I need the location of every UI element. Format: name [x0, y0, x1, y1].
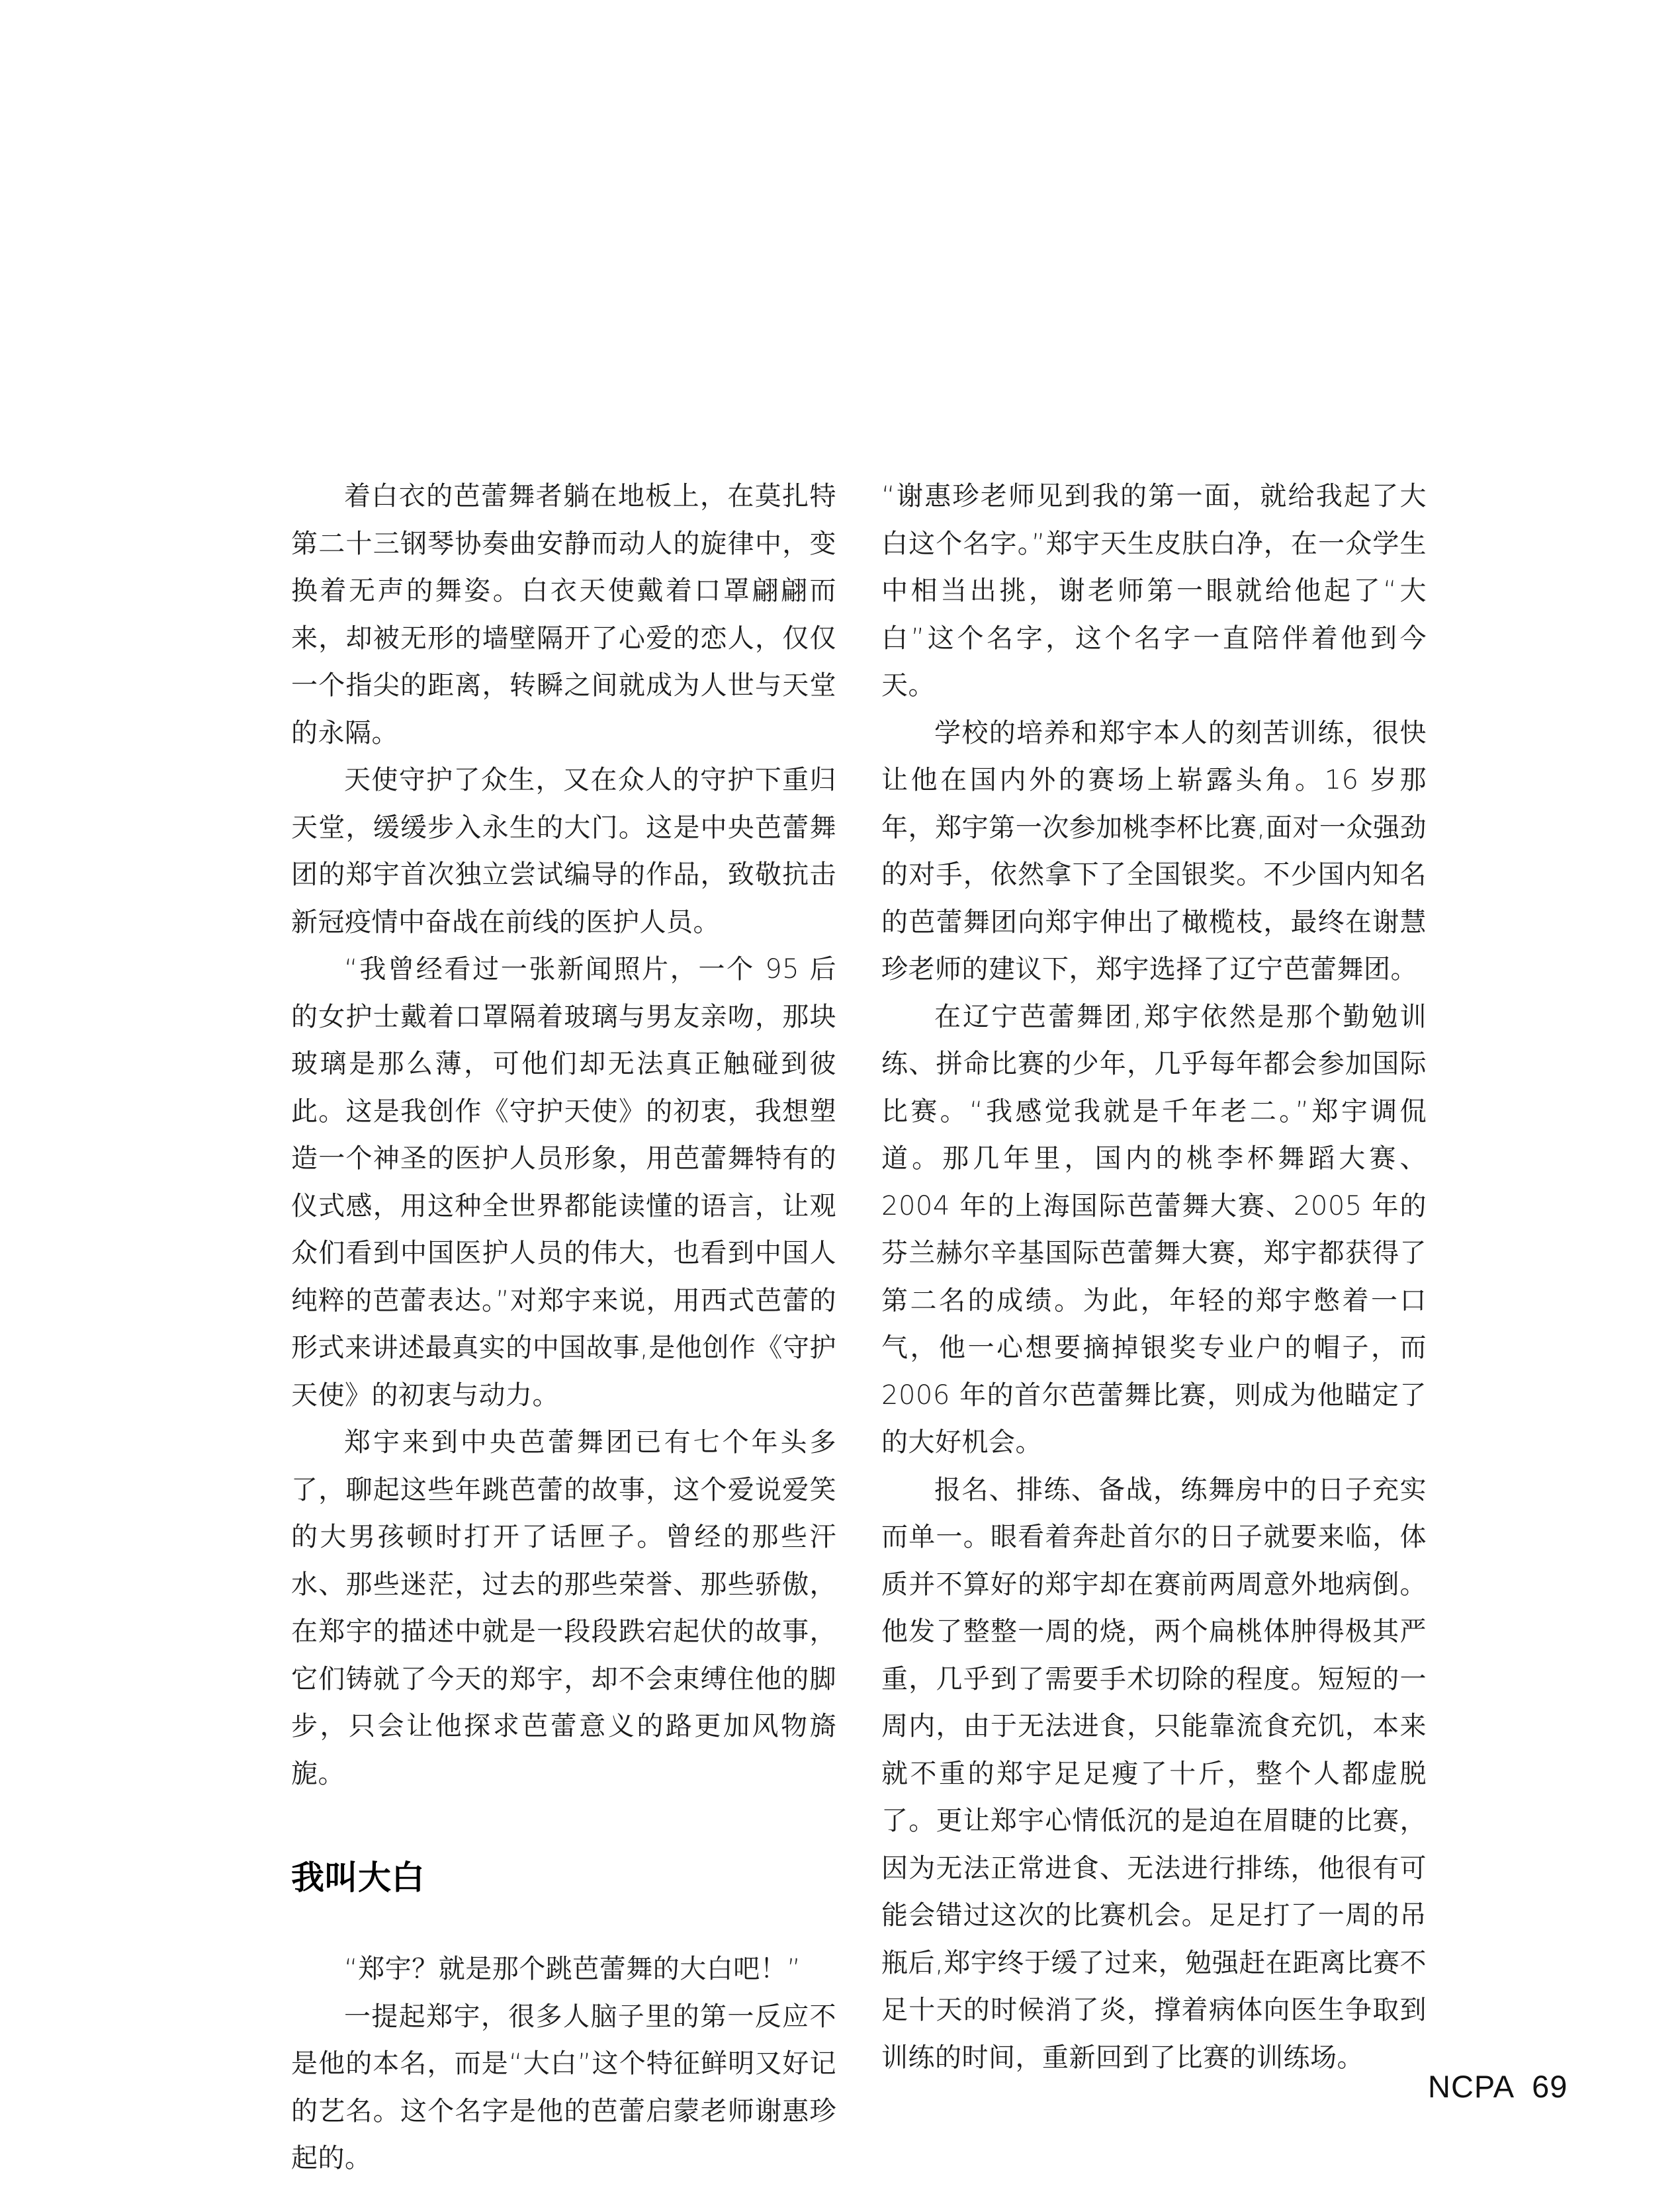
paragraph: “谢惠珍老师见到我的第一面，就给我起了大白这个名字。”郑宇天生皮肤白净，在一众学生中相当出挑，谢老师第一眼就给他起了“大白”这个名字，这个名字一直陪伴着他到今天。 [881, 481, 1427, 701]
paragraph: 报名、排练、备战，练舞房中的日子充实而单一。眼看着奔赴首尔的日子就要来临，体质并不算好的郑宇却在赛前两周意外地病倒。他发了整整一周的烧，两个扁桃体肿得极其严重，几乎到了需要手术切除的程度。短短的一周内，由于无法进食，只能靠流食充饥，本来就不重的郑宇足足瘦了十斤，整个人都虚脱了。更让郑宇心情低沉的是迫在眉睫的比赛，因为无法正常进食、无法进行排练，他很有可能会错过这次的比赛机会。足足打了一周的吊瓶后,郑宇终于缓了过来，勉强赶在距离比赛不足十天的时候消了炎，撑着病体向医生争取到训练的时间，重新回到了比赛的训练场。 [881, 1474, 1427, 2073]
page-footer [1428, 2068, 1568, 2105]
right-text-column [881, 473, 1427, 2081]
paragraph: 郑宇来到中央芭蕾舞团已有七个年头多了，聊起这些年跳芭蕾的故事，这个爱说爱笑的大男孩顿时打开了话匣子。曾经的那些汗水、那些迷茫，过去的那些荣誉、那些骄傲，在郑宇的描述中就是一段段跌宕起伏的故事，它们铸就了今天的郑宇，却不会束缚住他的脚步，只会让他探求芭蕾意义的路更加风物旖旎。 [291, 1427, 836, 1789]
paragraph: 在辽宁芭蕾舞团,郑宇依然是那个勤勉训练、拼命比赛的少年，几乎每年都会参加国际比赛。“我感觉我就是千年老二。”郑宇调侃道。那几年里，国内的桃李杯舞蹈大赛、2004 年的上海国际芭蕾舞大赛、2005 年的芬兰赫尔辛基国际芭蕾舞大赛，郑宇都获得了第二名的成绩。为此，年轻的郑宇憋着一口气，他一心想要摘掉银奖专业户的帽子，而 2006 年的首尔芭蕾舞比赛，则成为他瞄定了的大好机会。 [881, 1001, 1427, 1458]
paragraph: “我曾经看过一张新闻照片，一个 95 后的女护士戴着口罩隔着玻璃与男友亲吻，那块玻璃是那么薄，可他们却无法真正触碰到彼此。这是我创作《守护天使》的初衷，我想塑造一个神圣的医护人员形象，用芭蕾舞特有的仪式感，用这种全世界都能读懂的语言，让观众们看到中国医护人员的伟大，也看到中国人纯粹的芭蕾表达。”对郑宇来说，用西式芭蕾的形式来讲述最真实的中国故事,是他创作《守护天使》的初衷与动力。 [291, 954, 836, 1411]
publication-name: NCPA [1428, 2069, 1515, 2104]
paragraph: 一提起郑宇，很多人脑子里的第一反应不是他的本名，而是“大白”这个特征鲜明又好记的艺名。这个名字是他的芭蕾启蒙老师谢惠珍起的。 [291, 2001, 836, 2173]
paragraph: 学校的培养和郑宇本人的刻苦训练，很快让他在国内外的赛场上崭露头角。16 岁那年，郑宇第一次参加桃李杯比赛,面对一众强劲的对手，依然拿下了全国银奖。不少国内知名的芭蕾舞团向郑宇伸出了橄榄枝，最终在谢慧珍老师的建议下，郑宇选择了辽宁芭蕾舞团。 [881, 717, 1427, 985]
paragraph: “郑宇？就是那个跳芭蕾舞的大白吧！” [344, 1954, 801, 1984]
paragraph: 天使守护了众生，又在众人的守护下重归天堂，缓缓步入永生的大门。这是中央芭蕾舞团的郑宇首次独立尝试编导的作品，致敬抗击新冠疫情中奋战在前线的医护人员。 [291, 765, 836, 938]
section-heading: 我叫大白 [291, 1859, 425, 1897]
paragraph: 着白衣的芭蕾舞者躺在地板上，在莫扎特第二十三钢琴协奏曲安静而动人的旋律中，变换着无声的舞姿。白衣天使戴着口罩翩翩而来，却被无形的墙壁隔开了心爱的恋人，仅仅一个指尖的距离，转瞬之间就成为人世与天堂的永隔。 [291, 481, 836, 748]
page-number: 69 [1532, 2069, 1568, 2104]
left-text-column [291, 473, 836, 2183]
